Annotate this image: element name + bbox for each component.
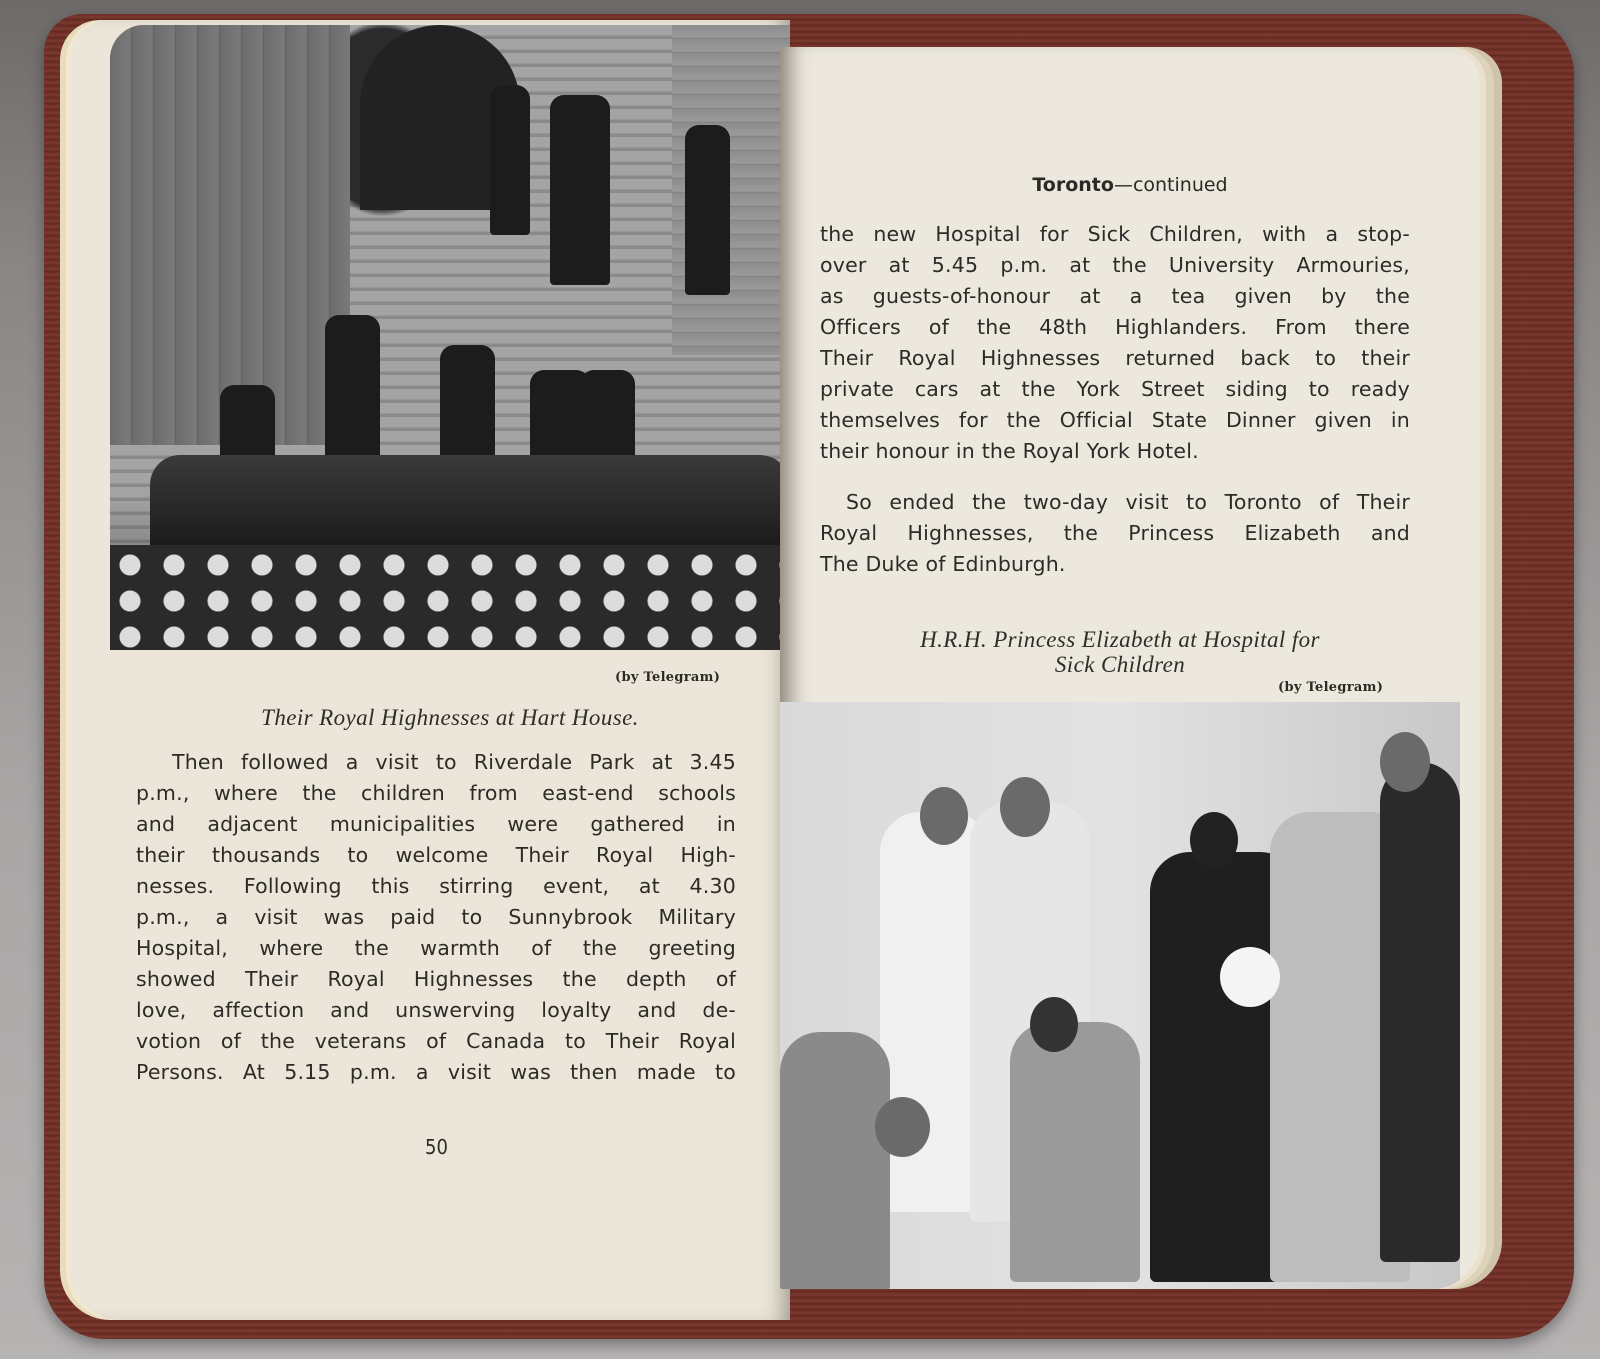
photo-crowd [110,545,790,650]
photo-head [920,787,968,845]
text-line: nesses. Following this stirring event, at 4.30 [136,874,736,898]
text-line: love, affection and unswerving loyalty and de- [136,998,736,1022]
photo-stone-wall [110,25,350,445]
running-head-city: Toronto [1032,174,1114,196]
photo-figure [685,125,730,295]
right-body-paragraph-2 [820,487,1410,580]
text-line: as guests-of-honour at a tea given by the [820,284,1410,308]
text-line: Then followed a visit to Riverdale Park at 3.45 [172,750,736,774]
text-line: their honour in the Royal York Hotel. [820,439,1199,463]
text-line: Royal Highnesses, the Princess Elizabeth and [820,521,1410,545]
text-line: So ended the two-day visit to Toronto of Their [846,490,1410,514]
text-line: p.m., a visit was paid to Sunnybrook Military [136,905,736,929]
text-line: private cars at the York Street siding to ready [820,377,1410,401]
text-line: Persons. At 5.15 p.m. a visit was then made to [136,1060,736,1084]
photo-figure [490,85,530,235]
text-line: the new Hospital for Sick Children, with a stop- [820,222,1410,246]
hospital-photo-caption [830,627,1410,677]
text-line: themselves for the Official State Dinner given in [820,408,1410,432]
photo-figure [325,315,380,475]
running-head [800,174,1460,196]
text-line: over at 5.45 p.m. at the University Armouries, [820,253,1410,277]
hospital-photo [780,702,1460,1289]
photo-head [1000,777,1050,837]
photo-man-suit [1380,762,1460,1262]
text-line: and adjacent municipalities were gathered in [136,812,736,836]
left-page [70,20,790,1320]
running-head-continued: —continued [1113,174,1228,196]
photo-credit: (by Telegram) [1278,680,1384,695]
text-line: showed Their Royal Highnesses the depth of [136,967,736,991]
text-line: Their Royal Highnesses returned back to their [820,346,1410,370]
photo-head [875,1097,930,1157]
photo-head [1380,732,1430,792]
text-line: votion of the veterans of Canada to Their Royal [136,1029,736,1053]
page-number: 50 [425,1135,448,1159]
photo-caption: Their Royal Highnesses at Hart House. [261,705,639,730]
photo-head [1190,812,1238,868]
right-page [780,47,1480,1289]
photo-head [1030,997,1078,1052]
text-line: Hospital, where the warmth of the greeting [136,936,736,960]
right-body-paragraph-1 [820,219,1410,467]
hart-house-photo [110,25,790,650]
text-line: The Duke of Edinburgh. [820,552,1066,576]
left-body-text [136,747,736,1088]
photo-bouquet [1220,947,1280,1007]
photo-credit: (by Telegram) [615,670,721,685]
photo-children [780,1032,890,1289]
photo-figure [550,95,610,285]
text-line: p.m., where the children from east-end schools [136,781,736,805]
photo-girl-kneeling [1010,1022,1140,1282]
text-line: Officers of the 48th Highlanders. From there [820,315,1410,339]
caption-line: H.R.H. Princess Elizabeth at Hospital for [920,627,1320,652]
caption-line: Sick Children [1054,652,1186,677]
text-line: their thousands to welcome Their Royal High- [136,843,736,867]
